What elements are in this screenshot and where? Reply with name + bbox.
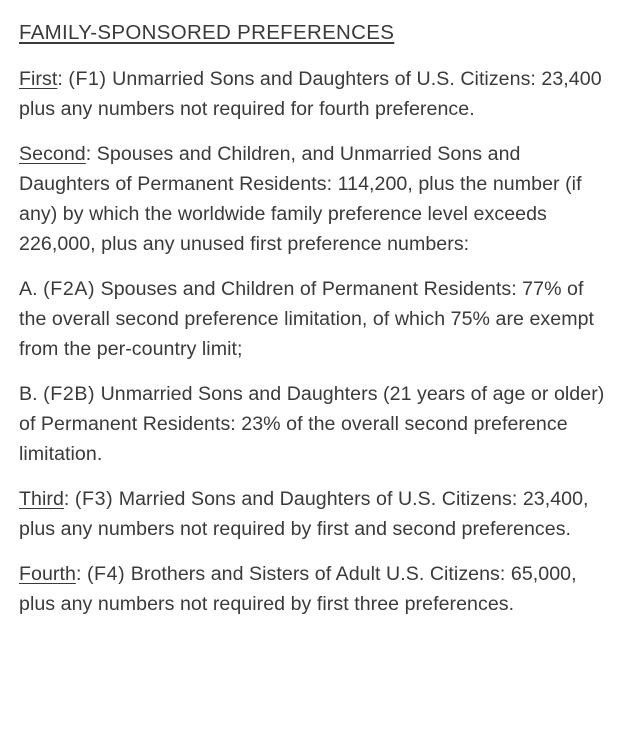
- document-body: [19, 18, 609, 634]
- subsection-prefix: A.: [19, 278, 38, 300]
- page-title: FAMILY-SPONSORED PREFERENCES: [19, 21, 395, 44]
- preference-second-a: [19, 274, 609, 364]
- preference-first: [19, 64, 609, 124]
- subsection-prefix: B.: [19, 383, 38, 405]
- preference-description: Married Sons and Daughters of U.S. Citizens: 23,400, plus any numbers not required by first and second preferences.: [19, 488, 589, 540]
- preference-code: (F3): [74, 488, 114, 510]
- preference-term: First: [19, 68, 58, 90]
- preference-description: Spouses and Children of Permanent Residents: 77% of the overall second preference limitation, of which 75% are exempt from the per-country limit;: [19, 278, 595, 360]
- term-separator: :: [75, 563, 82, 585]
- preference-term: Second: [19, 143, 86, 165]
- preference-description: Brothers and Sisters of Adult U.S. Citizens: 65,000, plus any numbers not required by first three preferences.: [19, 563, 577, 615]
- preference-description: Unmarried Sons and Daughters (21 years of age or older) of Permanent Residents: 23% of the overall second preference limitation.: [19, 383, 605, 465]
- preference-fourth: [19, 559, 609, 619]
- term-separator: :: [85, 143, 92, 165]
- preference-second-b: [19, 379, 609, 469]
- preference-third: [19, 484, 609, 544]
- preference-term: Fourth: [19, 563, 76, 585]
- preference-description: Unmarried Sons and Daughters of U.S. Citizens: 23,400 plus any numbers not required for fourth preference.: [19, 68, 602, 120]
- term-separator: :: [63, 488, 70, 510]
- preference-term: Third: [19, 488, 64, 510]
- preference-description: Spouses and Children, and Unmarried Sons and Daughters of Permanent Residents: 114,200, plus the number (if any) by which the worldwide family preference level exceeds 226,000, plus any unused first preference numbers:: [19, 143, 582, 255]
- preference-code: (F4): [86, 563, 126, 585]
- term-separator: :: [57, 68, 63, 90]
- preference-second: [19, 139, 609, 259]
- preference-code: (F2B): [43, 383, 96, 405]
- preference-code: (F1): [68, 68, 107, 90]
- preference-code: (F2A): [43, 278, 96, 300]
